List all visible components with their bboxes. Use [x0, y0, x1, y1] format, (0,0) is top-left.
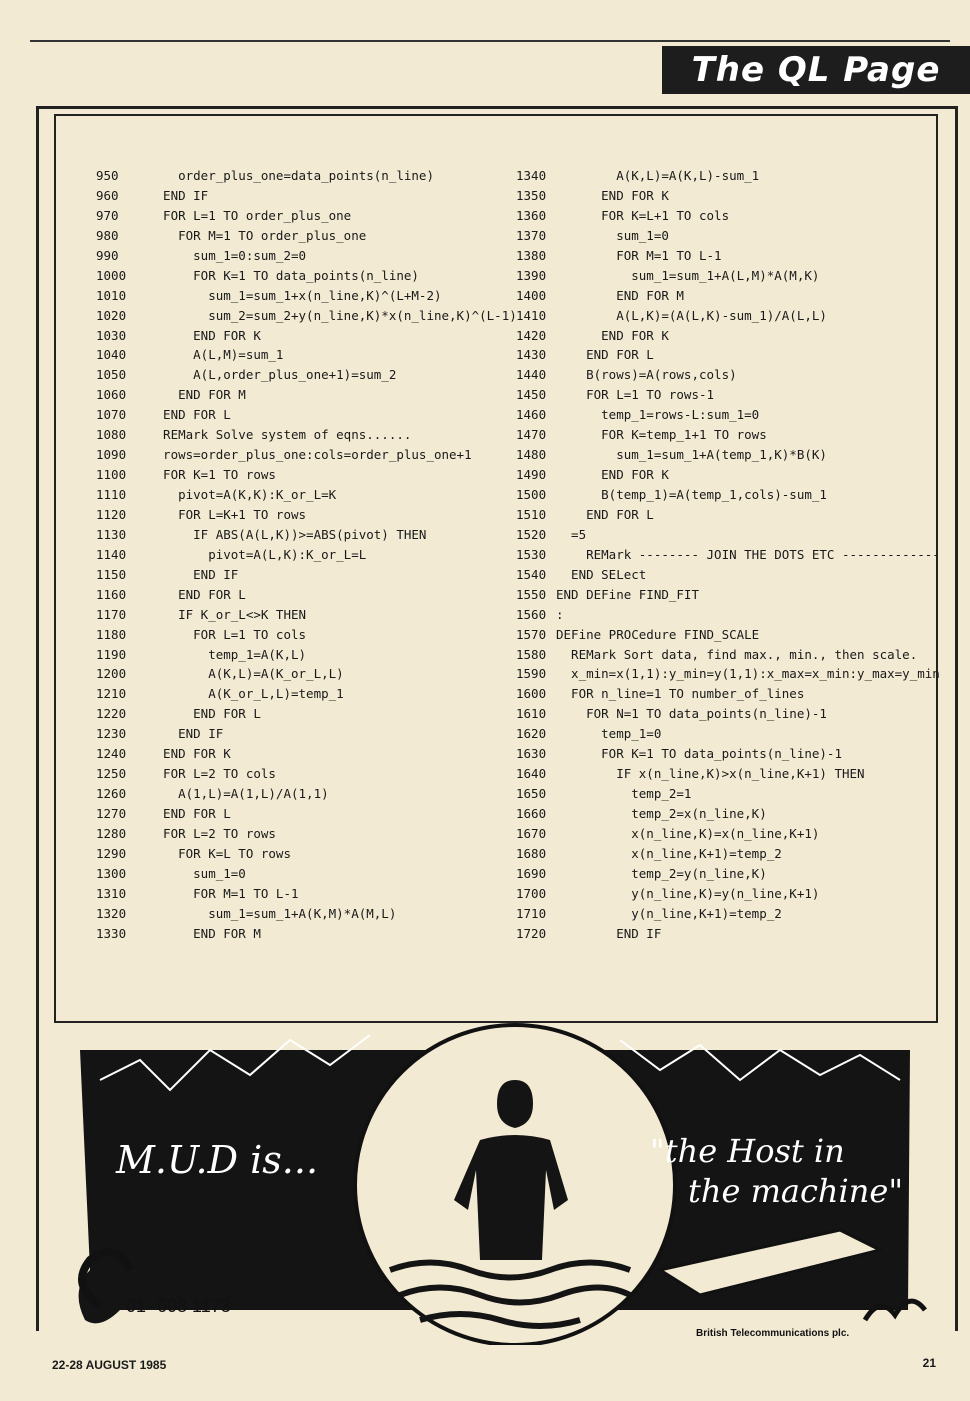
- line-number: 1710: [516, 905, 547, 921]
- code-text: END FOR L: [556, 506, 654, 522]
- line-number: 1300: [96, 865, 127, 881]
- code-text: sum_1=sum_1+A(temp_1,K)*B(K): [556, 447, 827, 463]
- code-text: x(n_line,K)=x(n_line,K+1): [556, 825, 820, 841]
- code-text: END FOR K: [556, 327, 669, 343]
- code-line: [96, 545, 496, 565]
- code-text: FOR M=1 TO order_plus_one: [148, 227, 367, 243]
- code-text: IF ABS(A(L,K))>=ABS(pivot) THEN: [148, 526, 427, 542]
- code-line: [516, 505, 916, 525]
- code-column-left: [96, 166, 517, 944]
- line-number: 1290: [96, 845, 127, 861]
- code-text: FOR L=2 TO cols: [148, 766, 276, 782]
- code-line: [96, 246, 496, 266]
- line-number: 980: [96, 227, 119, 243]
- line-number: 1620: [516, 726, 547, 742]
- line-number: 950: [96, 168, 119, 183]
- code-text: END IF: [556, 925, 662, 941]
- code-text: x(n_line,K+1)=temp_2: [556, 845, 782, 861]
- line-number: 1020: [96, 307, 127, 323]
- line-number: 1670: [516, 825, 547, 841]
- code-text: temp_1=0: [556, 726, 662, 742]
- code-text: y(n_line,K+1)=temp_2: [556, 905, 782, 921]
- line-number: 1010: [96, 287, 127, 303]
- line-number: 1510: [516, 506, 547, 522]
- code-text: END IF: [148, 566, 239, 582]
- code-line: [96, 306, 517, 326]
- code-line: [96, 405, 496, 425]
- code-text: FOR L=K+1 TO rows: [148, 506, 307, 522]
- line-number: 1570: [516, 626, 547, 642]
- code-line: [516, 206, 916, 226]
- code-text: A(K,L)=A(K_or_L,L): [148, 666, 344, 682]
- code-line: [96, 704, 496, 724]
- code-line: [96, 684, 496, 704]
- line-number: 1210: [96, 686, 127, 702]
- code-text: FOR L=1 TO order_plus_one: [148, 207, 352, 223]
- code-line: [96, 445, 496, 465]
- code-text: A(1,L)=A(1,L)/A(1,1): [148, 786, 329, 802]
- code-line: [516, 286, 916, 306]
- issue-date: 22-28 AUGUST 1985: [52, 1358, 167, 1372]
- code-line: [516, 405, 916, 425]
- code-text: END FOR L: [148, 806, 231, 821]
- code-line: [96, 724, 496, 744]
- code-line: [96, 505, 496, 525]
- code-line: [516, 445, 916, 465]
- mud-advertisement: [60, 1020, 930, 1345]
- code-line: [516, 565, 916, 585]
- code-line: [516, 365, 916, 385]
- page-title: The QL Page: [662, 46, 970, 94]
- code-text: END FOR L: [148, 586, 246, 602]
- code-line: [96, 605, 496, 625]
- code-line: [96, 345, 496, 365]
- code-line: [516, 465, 916, 485]
- code-text: REMark Solve system of eqns......: [148, 427, 412, 443]
- code-text: B(rows)=A(rows,cols): [556, 367, 737, 383]
- code-text: IF K_or_L<>K THEN: [148, 606, 307, 622]
- code-line: [516, 585, 916, 605]
- code-line: [96, 166, 496, 186]
- code-column-right: [516, 166, 940, 944]
- line-number: 1030: [96, 327, 127, 343]
- code-line: [516, 625, 916, 645]
- code-line: [96, 744, 496, 764]
- code-text: FOR L=2 TO rows: [148, 825, 276, 841]
- line-number: 1460: [516, 407, 547, 423]
- line-number: 1320: [96, 905, 127, 921]
- line-number: 1150: [96, 566, 127, 582]
- line-number: 1040: [96, 347, 127, 363]
- line-number: 1310: [96, 885, 127, 901]
- line-number: 1550: [516, 586, 547, 602]
- line-number: 1280: [96, 825, 127, 841]
- line-number: 1520: [516, 526, 547, 542]
- code-line: [516, 724, 916, 744]
- code-line: [516, 345, 916, 365]
- advert-tagline-right-line1: "the Host in: [650, 1132, 845, 1170]
- line-number: 1660: [516, 806, 547, 821]
- code-text: FOR M=1 TO L-1: [148, 885, 299, 901]
- line-number: 1610: [516, 706, 547, 722]
- code-line: [96, 525, 496, 545]
- code-line: [96, 784, 496, 804]
- code-text: END SELect: [556, 566, 647, 582]
- line-number: 1330: [96, 925, 127, 941]
- line-number: 1000: [96, 267, 127, 283]
- line-number: 1690: [516, 865, 547, 881]
- code-line: [516, 226, 916, 246]
- code-line: [96, 625, 496, 645]
- line-number: 1100: [96, 467, 127, 483]
- line-number: 1390: [516, 267, 547, 283]
- code-text: REMark -------- JOIN THE DOTS ETC -------------: [556, 546, 940, 562]
- code-line: [516, 266, 916, 286]
- code-text: A(K_or_L,L)=temp_1: [148, 686, 344, 702]
- code-text: :: [556, 606, 564, 622]
- line-number: 1140: [96, 546, 127, 562]
- code-line: [96, 864, 496, 884]
- code-line: [96, 465, 496, 485]
- code-text: sum_1=sum_1+A(K,M)*A(M,L): [148, 905, 397, 921]
- line-number: 1680: [516, 845, 547, 861]
- code-line: [96, 206, 496, 226]
- code-line: [516, 664, 940, 684]
- code-line: [516, 844, 916, 864]
- line-number: 1530: [516, 546, 547, 562]
- line-number: 1130: [96, 526, 127, 542]
- code-text: temp_1=rows-L:sum_1=0: [556, 407, 760, 423]
- code-line: [96, 924, 496, 944]
- line-number: 1430: [516, 347, 547, 363]
- code-line: [516, 764, 916, 784]
- code-text: FOR L=1 TO rows-1: [556, 387, 715, 403]
- code-text: END FOR K: [148, 327, 261, 343]
- code-line: [96, 844, 496, 864]
- code-line: [516, 605, 916, 625]
- line-number: 1180: [96, 626, 127, 642]
- code-line: [96, 904, 496, 924]
- code-line: [96, 186, 496, 206]
- line-number: 1360: [516, 207, 547, 223]
- code-text: temp_1=A(K,L): [148, 646, 307, 662]
- code-line: [96, 365, 496, 385]
- line-number: 960: [96, 187, 119, 203]
- code-text: temp_2=x(n_line,K): [556, 806, 767, 821]
- line-number: 1560: [516, 606, 547, 622]
- code-text: FOR K=1 TO data_points(n_line): [148, 267, 419, 283]
- line-number: 1590: [516, 666, 547, 682]
- code-line: [96, 266, 496, 286]
- line-number: 990: [96, 247, 119, 263]
- line-number: 1410: [516, 307, 547, 323]
- code-text: pivot=A(K,K):K_or_L=K: [148, 487, 337, 502]
- code-text: FOR K=1 TO rows: [148, 467, 276, 483]
- code-line: [96, 286, 496, 306]
- code-line: [516, 904, 916, 924]
- code-text: END FOR M: [148, 387, 246, 403]
- code-text: order_plus_one=data_points(n_line): [148, 168, 434, 183]
- code-text: FOR M=1 TO L-1: [556, 247, 722, 263]
- code-text: END IF: [148, 726, 224, 742]
- code-text: sum_2=sum_2+y(n_line,K)*x(n_line,K)^(L-1): [148, 307, 517, 323]
- page-number: 21: [922, 1356, 936, 1370]
- code-text: IF x(n_line,K)>x(n_line,K+1) THEN: [556, 766, 865, 782]
- line-number: 1640: [516, 766, 547, 782]
- line-number: 1700: [516, 885, 547, 901]
- code-line: [516, 166, 916, 186]
- line-number: 1500: [516, 487, 547, 502]
- code-text: A(K,L)=A(K,L)-sum_1: [556, 168, 760, 183]
- code-line: [96, 425, 496, 445]
- code-text: A(L,K)=(A(L,K)-sum_1)/A(L,L): [556, 307, 827, 323]
- advert-tagline-left: M.U.D is...: [116, 1138, 319, 1182]
- code-text: END FOR K: [556, 187, 669, 203]
- line-number: 1070: [96, 407, 127, 423]
- code-line: [516, 804, 916, 824]
- top-rule: [30, 40, 950, 42]
- code-text: END FOR M: [556, 287, 684, 303]
- code-text: pivot=A(L,K):K_or_L=L: [148, 546, 367, 562]
- code-text: sum_1=sum_1+A(L,M)*A(M,K): [556, 267, 820, 283]
- code-line: [96, 764, 496, 784]
- code-line: [516, 385, 916, 405]
- code-text: FOR K=L+1 TO cols: [556, 207, 730, 223]
- code-line: [96, 664, 496, 684]
- code-text: FOR N=1 TO data_points(n_line)-1: [556, 706, 827, 722]
- advert-tagline-right-line2: the machine": [688, 1172, 904, 1210]
- code-line: [516, 545, 940, 565]
- line-number: 1160: [96, 586, 127, 602]
- line-number: 1600: [516, 686, 547, 702]
- code-text: A(L,M)=sum_1: [148, 347, 284, 363]
- code-line: [96, 804, 496, 824]
- code-text: A(L,order_plus_one+1)=sum_2: [148, 367, 397, 383]
- code-line: [96, 585, 496, 605]
- code-line: [516, 326, 916, 346]
- code-text: sum_1=0:sum_2=0: [148, 247, 307, 263]
- line-number: 970: [96, 207, 119, 223]
- code-line: [96, 326, 496, 346]
- code-text: END FOR M: [148, 925, 261, 941]
- code-line: [96, 824, 496, 844]
- line-number: 1170: [96, 606, 127, 622]
- code-line: [516, 924, 916, 944]
- code-text: END FOR L: [556, 347, 654, 363]
- line-number: 1220: [96, 706, 127, 722]
- code-line: [516, 525, 916, 545]
- line-number: 1480: [516, 447, 547, 463]
- code-text: END FOR L: [148, 706, 261, 722]
- code-text: FOR n_line=1 TO number_of_lines: [556, 686, 805, 702]
- line-number: 1090: [96, 447, 127, 463]
- code-text: FOR K=L TO rows: [148, 845, 291, 861]
- code-text: B(temp_1)=A(temp_1,cols)-sum_1: [556, 487, 827, 502]
- code-text: x_min=x(1,1):y_min=y(1,1):x_max=x_min:y_max=y_min: [556, 666, 940, 682]
- line-number: 1400: [516, 287, 547, 303]
- line-number: 1240: [96, 746, 127, 762]
- line-number: 1230: [96, 726, 127, 742]
- line-number: 1450: [516, 387, 547, 403]
- line-number: 1260: [96, 786, 127, 802]
- line-number: 1470: [516, 427, 547, 443]
- line-number: 1120: [96, 506, 127, 522]
- code-line: [516, 485, 916, 505]
- code-text: sum_1=0: [148, 865, 246, 881]
- line-number: 1110: [96, 487, 127, 502]
- code-text: rows=order_plus_one:cols=order_plus_one+1: [148, 447, 472, 463]
- code-line: [516, 186, 916, 206]
- code-text: END FOR K: [556, 467, 669, 483]
- line-number: 1380: [516, 247, 547, 263]
- code-text: FOR K=temp_1+1 TO rows: [556, 427, 767, 443]
- code-line: [516, 704, 916, 724]
- line-number: 1340: [516, 168, 547, 183]
- line-number: 1080: [96, 427, 127, 443]
- code-text: temp_2=1: [556, 786, 692, 802]
- line-number: 1270: [96, 806, 127, 821]
- line-number: 1190: [96, 646, 127, 662]
- code-line: [516, 306, 916, 326]
- code-line: [516, 784, 916, 804]
- code-text: sum_1=sum_1+x(n_line,K)^(L+M-2): [148, 287, 442, 303]
- line-number: 1630: [516, 746, 547, 762]
- line-number: 1250: [96, 766, 127, 782]
- code-text: =5: [556, 526, 587, 542]
- code-text: END FOR L: [148, 407, 231, 423]
- code-line: [96, 226, 496, 246]
- code-text: y(n_line,K)=y(n_line,K+1): [556, 885, 820, 901]
- code-line: [516, 425, 916, 445]
- code-line: [516, 864, 916, 884]
- code-text: FOR L=1 TO cols: [148, 626, 307, 642]
- code-text: sum_1=0: [556, 227, 669, 243]
- line-number: 1050: [96, 367, 127, 383]
- line-number: 1370: [516, 227, 547, 243]
- advert-company: British Telecommunications plc.: [696, 1328, 850, 1339]
- code-text: REMark Sort data, find max., min., then scale.: [556, 646, 918, 662]
- code-text: END IF: [148, 187, 209, 203]
- code-line: [516, 645, 916, 665]
- code-line: [96, 385, 496, 405]
- code-text: END FOR K: [148, 746, 231, 762]
- code-text: END DEFine FIND_FIT: [556, 586, 699, 602]
- line-number: 1580: [516, 646, 547, 662]
- code-line: [516, 884, 916, 904]
- line-number: 1490: [516, 467, 547, 483]
- line-number: 1720: [516, 925, 547, 941]
- code-line: [96, 645, 496, 665]
- line-number: 1540: [516, 566, 547, 582]
- code-line: [96, 884, 496, 904]
- line-number: 1350: [516, 187, 547, 203]
- line-number: 1060: [96, 387, 127, 403]
- code-line: [96, 485, 496, 505]
- line-number: 1420: [516, 327, 547, 343]
- code-text: FOR K=1 TO data_points(n_line)-1: [556, 746, 842, 762]
- code-line: [516, 824, 916, 844]
- line-number: 1440: [516, 367, 547, 383]
- code-text: temp_2=y(n_line,K): [556, 865, 767, 881]
- code-line: [516, 246, 916, 266]
- code-line: [516, 744, 916, 764]
- advert-phone-number: 01- 608 1173: [126, 1296, 231, 1316]
- line-number: 1650: [516, 786, 547, 802]
- code-line: [96, 565, 496, 585]
- line-number: 1200: [96, 666, 127, 682]
- code-line: [516, 684, 916, 704]
- code-text: DEFine PROCedure FIND_SCALE: [556, 626, 760, 642]
